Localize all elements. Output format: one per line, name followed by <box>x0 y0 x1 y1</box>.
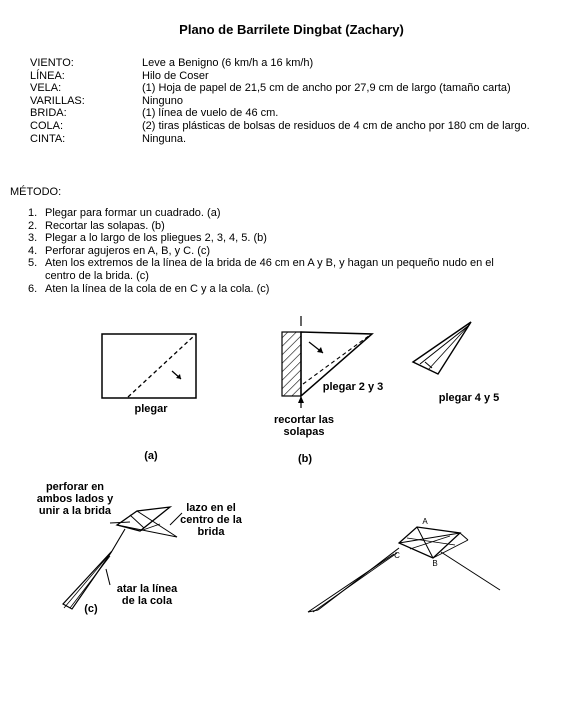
spec-key: VIENTO: <box>30 57 74 69</box>
figure-c-kite-flying <box>308 527 500 612</box>
spec-key: BRIDA: <box>30 107 67 120</box>
figure-b-fold-caption: plegar 2 y 3 <box>322 381 384 393</box>
spec-value: Ninguno <box>142 94 183 107</box>
figure-a-label: (a) <box>144 450 158 462</box>
figure-b-fold-4-5 <box>413 322 471 374</box>
step-text: Aten la línea de la cola de en C y a la cola. (c) <box>45 282 270 295</box>
figure-c-perforate-caption: perforar en ambos lados y unir a la brida <box>36 481 114 517</box>
step-number: 4. <box>28 244 38 257</box>
figure-b-cut-caption: recortar las solapas <box>274 414 334 438</box>
step-number: 5. <box>28 257 38 270</box>
step-number: 3. <box>28 232 38 245</box>
figure-c-loop-caption: lazo en el centro de la brida <box>180 502 242 538</box>
point-a-label: A <box>422 517 428 526</box>
spec-value: (1) Hoja de papel de 21,5 cm de ancho por 27,9 cm de largo (tamaño carta) <box>142 82 511 95</box>
figure-b-fold2-caption: plegar 4 y 5 <box>438 392 500 404</box>
spec-key: VARILLAS: <box>30 94 85 107</box>
step-number: 2. <box>28 219 38 232</box>
method-heading: MÉTODO: <box>10 186 62 198</box>
spec-value: (2) tiras plásticas de bolsas de residuos de 4 cm de ancho por 180 cm de largo. <box>142 119 530 132</box>
step-text: Recortar las solapas. (b) <box>45 219 165 232</box>
figure-b-fold <box>282 316 372 408</box>
step-number: 1. <box>28 207 38 219</box>
spec-value: Leve a Benigno (6 km/h a 16 km/h) <box>142 57 314 69</box>
spec-value: Ninguna. <box>142 132 187 145</box>
step-text: Plegar a lo largo de los pliegues 2, 3, 4, 5. (b) <box>45 232 267 245</box>
point-c-label: C <box>394 551 400 560</box>
figure-a-sheet <box>102 334 196 398</box>
spec-key: COLA: <box>30 119 64 132</box>
figure-b-label: (b) <box>297 453 313 465</box>
spec-key: LÍNEA: <box>30 69 65 82</box>
spec-key: VELA: <box>30 82 62 95</box>
step-text: Perforar agujeros en A, B, y C. (c) <box>45 244 211 257</box>
step-text: Aten los extremos de la línea de la brida de 46 cm en A y B, y hagan un pequeño nudo en el centro de la brida. (c) <box>45 257 494 282</box>
step-text: Plegar para formar un cuadrado. (a) <box>45 207 221 219</box>
spec-value: Hilo de Coser <box>142 69 209 82</box>
figure-a-caption: plegar <box>134 403 168 415</box>
figure-c-tail-caption: atar la línea de la cola <box>116 583 178 607</box>
step-number: 6. <box>28 282 38 295</box>
page-title: Plano de Barrilete Dingbat (Zachary) <box>179 22 404 37</box>
spec-key: CINTA: <box>30 132 66 145</box>
spec-value: (1) línea de vuelo de 46 cm. <box>142 107 279 120</box>
point-b-label: B <box>432 559 438 568</box>
figure-c-label: (c) <box>84 603 98 615</box>
